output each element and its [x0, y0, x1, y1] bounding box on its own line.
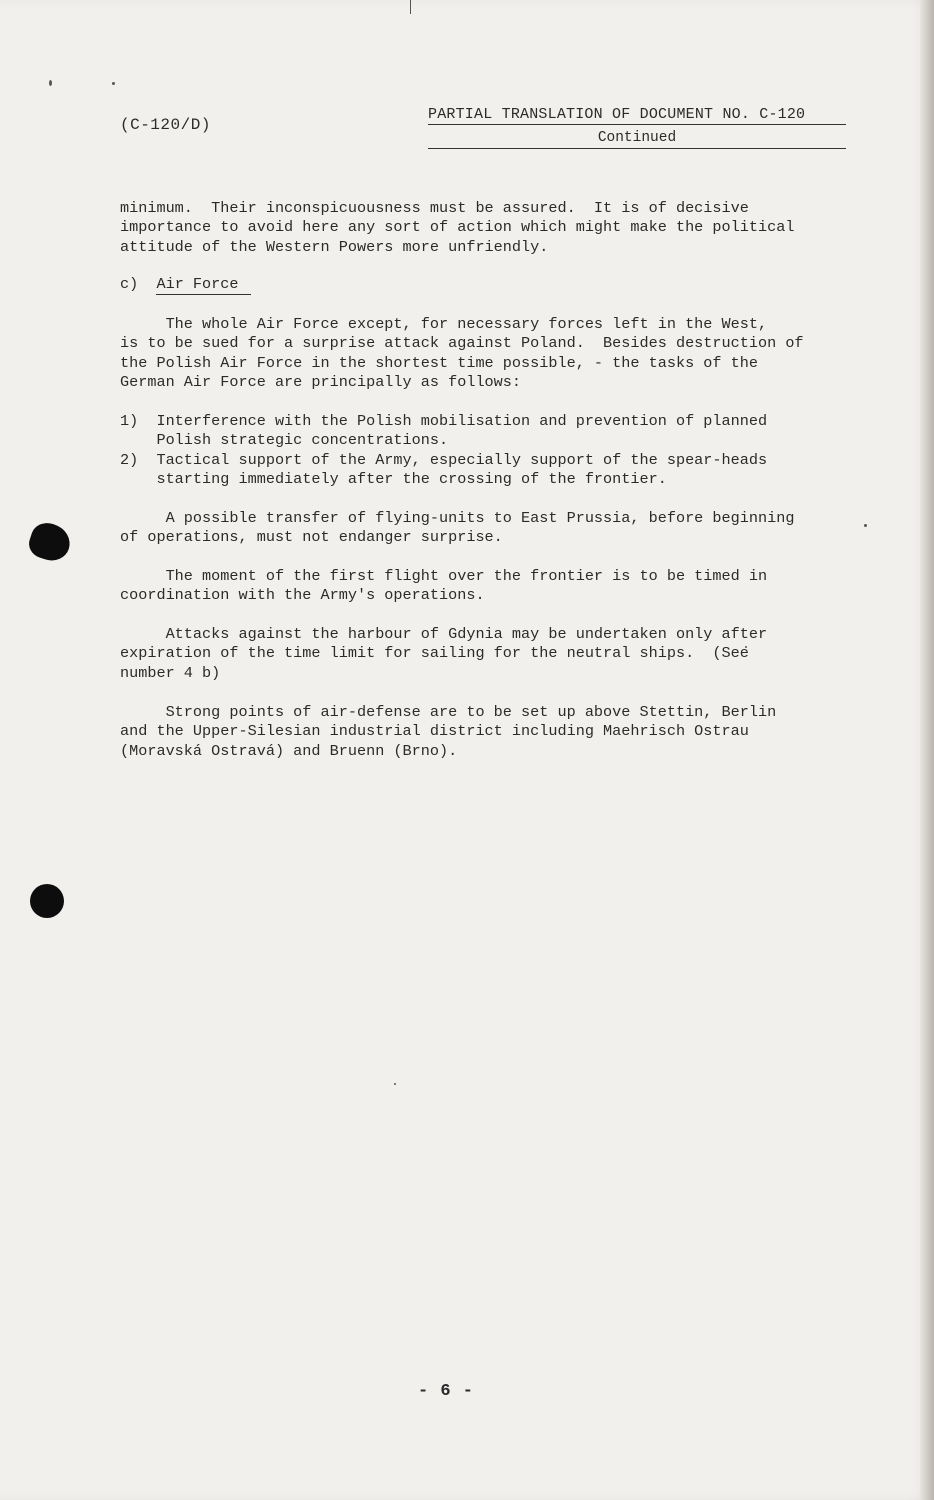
paragraph-gdynia: Attacks against the harbour of Gdynia may be undertaken only after expiration of the time limit for sailing for the neutral ships. (See number 4 b) — [120, 625, 768, 682]
section-prefix: c) — [120, 275, 157, 293]
page-number: - 6 - — [418, 1382, 475, 1401]
punch-hole-lower — [30, 884, 64, 918]
speck-mark — [394, 1083, 396, 1085]
document-title-text: PARTIAL TRANSLATION OF DOCUMENT NO. C-120 — [428, 106, 806, 123]
document-reference-code: (C-120/D) — [120, 116, 211, 134]
document-title — [428, 106, 846, 125]
paragraph-minimum: minimum. Their inconspicuousness must be assured. It is of decisive importance to avoid here any sort of action which might make the political attitude of the Western Powers more unfriendly. — [120, 199, 795, 256]
paragraph-air-force-tasks: The whole Air Force except, for necessary forces left in the West, is to be sued for a surprise attack against Poland. Besides destruction of the Polish Air Force in the shortest time possible, - the tasks of the German Air Force are principally as follows: — [120, 315, 804, 392]
paragraph-east-prussia: A possible transfer of flying-units to East Prussia, before beginning of operations, must not endanger surprise. — [120, 509, 795, 547]
paragraph-air-defense: Strong points of air-defense are to be set up above Stettin, Berlin and the Upper-Silesian industrial district including Maehrisch Ostrau (Moravská Ostravá) and Bruenn (Brno). — [120, 703, 777, 760]
page-edge-shadow — [920, 0, 934, 1500]
list-item-1: 1) Interference with the Polish mobilisation and prevention of planned Polish strategic concentrations. — [120, 412, 768, 450]
speck-mark — [49, 80, 52, 86]
document-subtitle: Continued — [428, 130, 846, 149]
speck-mark — [112, 82, 115, 85]
punch-hole-upper — [25, 519, 74, 566]
paragraph-first-flight: The moment of the first flight over the frontier is to be timed in coordination with the Army's operations. — [120, 567, 768, 605]
speck-mark — [410, 0, 411, 14]
speck-mark — [864, 524, 867, 527]
section-title: Air Force — [156, 275, 250, 295]
section-heading-air-force — [120, 275, 251, 295]
list-item-2: 2) Tactical support of the Army, especially support of the spear-heads starting immediately after the crossing of the frontier. — [120, 451, 768, 489]
